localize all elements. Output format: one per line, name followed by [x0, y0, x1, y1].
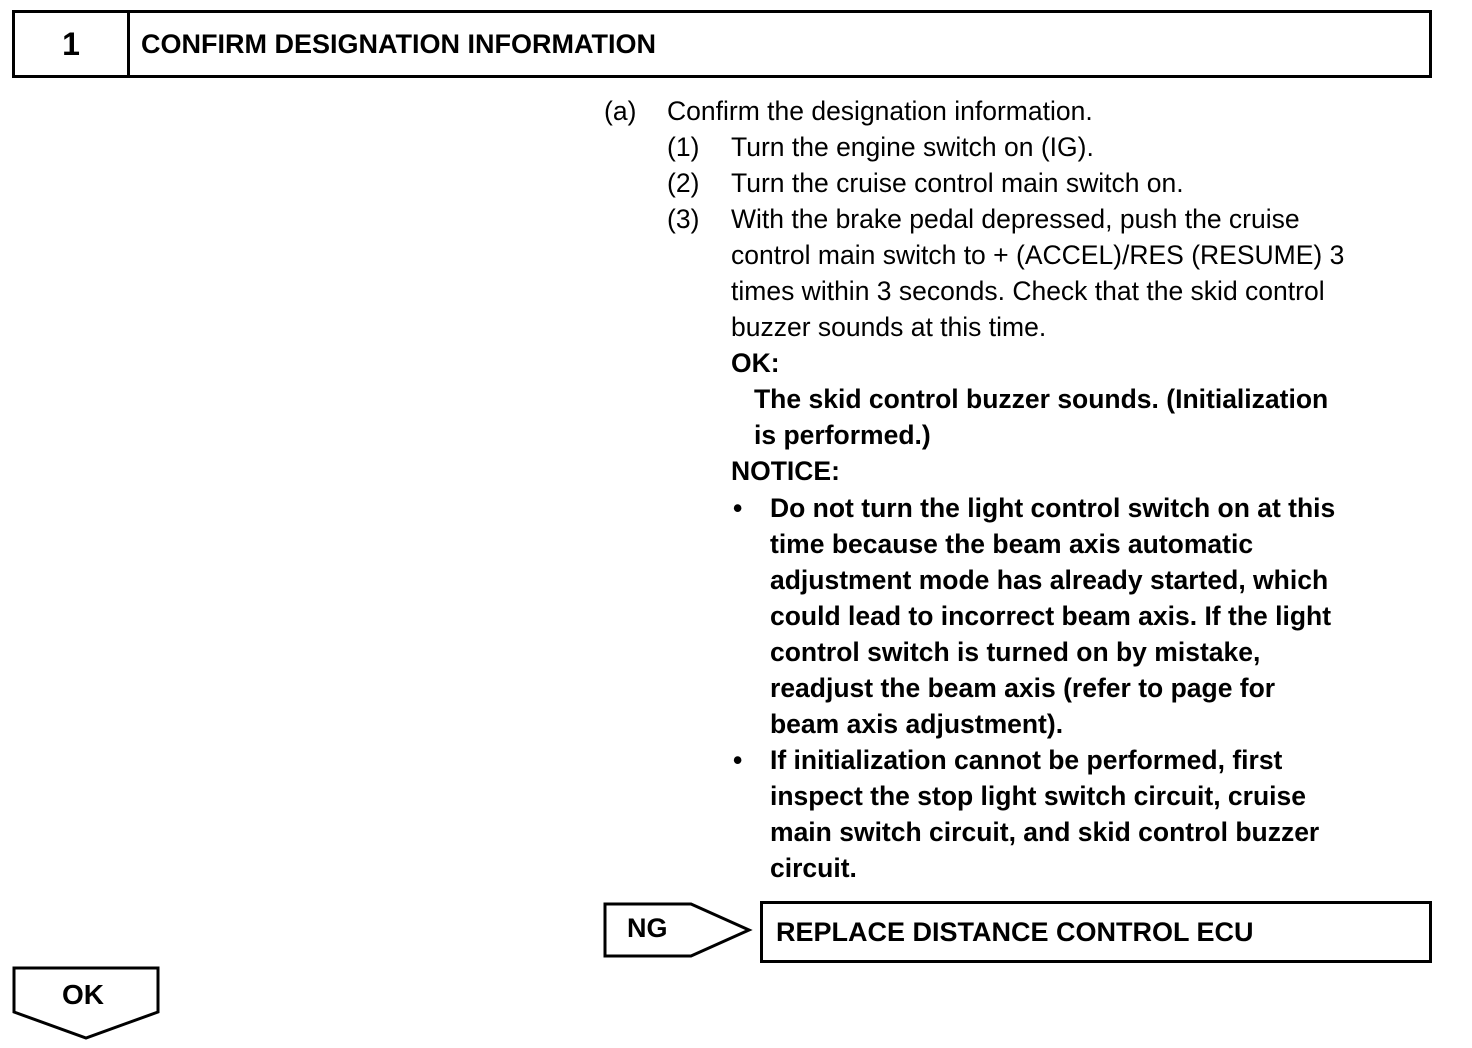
step-1-text: Turn the engine switch on (IG).: [731, 132, 1094, 162]
notice-2-line: main switch circuit, and skid control buzzer: [770, 817, 1320, 847]
notice-2-line: If initialization cannot be performed, first: [770, 745, 1283, 775]
bullet-icon: •: [733, 493, 743, 523]
step-3-marker: (3): [667, 204, 700, 234]
step-2-text: Turn the cruise control main switch on.: [731, 168, 1184, 198]
ok-criteria-line: The skid control buzzer sounds. (Initialization: [754, 384, 1329, 414]
notice-1-line: adjustment mode has already started, which: [770, 565, 1329, 595]
notice-1-line: Do not turn the light control switch on at this: [770, 493, 1336, 523]
ng-arrow-icon: [603, 902, 753, 958]
ok-criteria-label: OK:: [731, 348, 780, 378]
step-3-text-line: control main switch to + (ACCEL)/RES (RESUME) 3: [731, 240, 1345, 270]
ng-label: NG: [627, 913, 668, 943]
step-title: CONFIRM DESIGNATION INFORMATION: [141, 28, 656, 59]
notice-2-line: inspect the stop light switch circuit, cruise: [770, 781, 1306, 811]
bullet-icon: •: [733, 745, 743, 775]
notice-2-line: circuit.: [770, 853, 857, 883]
substep-a-marker: (a): [604, 96, 637, 126]
ok-criteria-line: is performed.): [754, 420, 931, 450]
step-3-text-line: buzzer sounds at this time.: [731, 312, 1047, 342]
step-2-marker: (2): [667, 168, 700, 198]
ok-label: OK: [62, 979, 104, 1010]
step-1-marker: (1): [667, 132, 700, 162]
step-number: 1: [15, 13, 130, 75]
ng-result-box: REPLACE DISTANCE CONTROL ECU: [760, 901, 1432, 963]
notice-1-line: beam axis adjustment).: [770, 709, 1064, 739]
notice-1-line: readjust the beam axis (refer to page for: [770, 673, 1276, 703]
notice-1-line: could lead to incorrect beam axis. If the light: [770, 601, 1332, 631]
step-3-text-line: times within 3 seconds. Check that the skid control: [731, 276, 1325, 306]
step-header: [12, 10, 1432, 78]
substep-a-text: Confirm the designation information.: [667, 96, 1093, 126]
notice-1-line: time because the beam axis automatic: [770, 529, 1254, 559]
notice-label: NOTICE:: [731, 456, 840, 486]
step-3-text-line: With the brake pedal depressed, push the cruise: [731, 204, 1300, 234]
notice-1-line: control switch is turned on by mistake,: [770, 637, 1261, 667]
